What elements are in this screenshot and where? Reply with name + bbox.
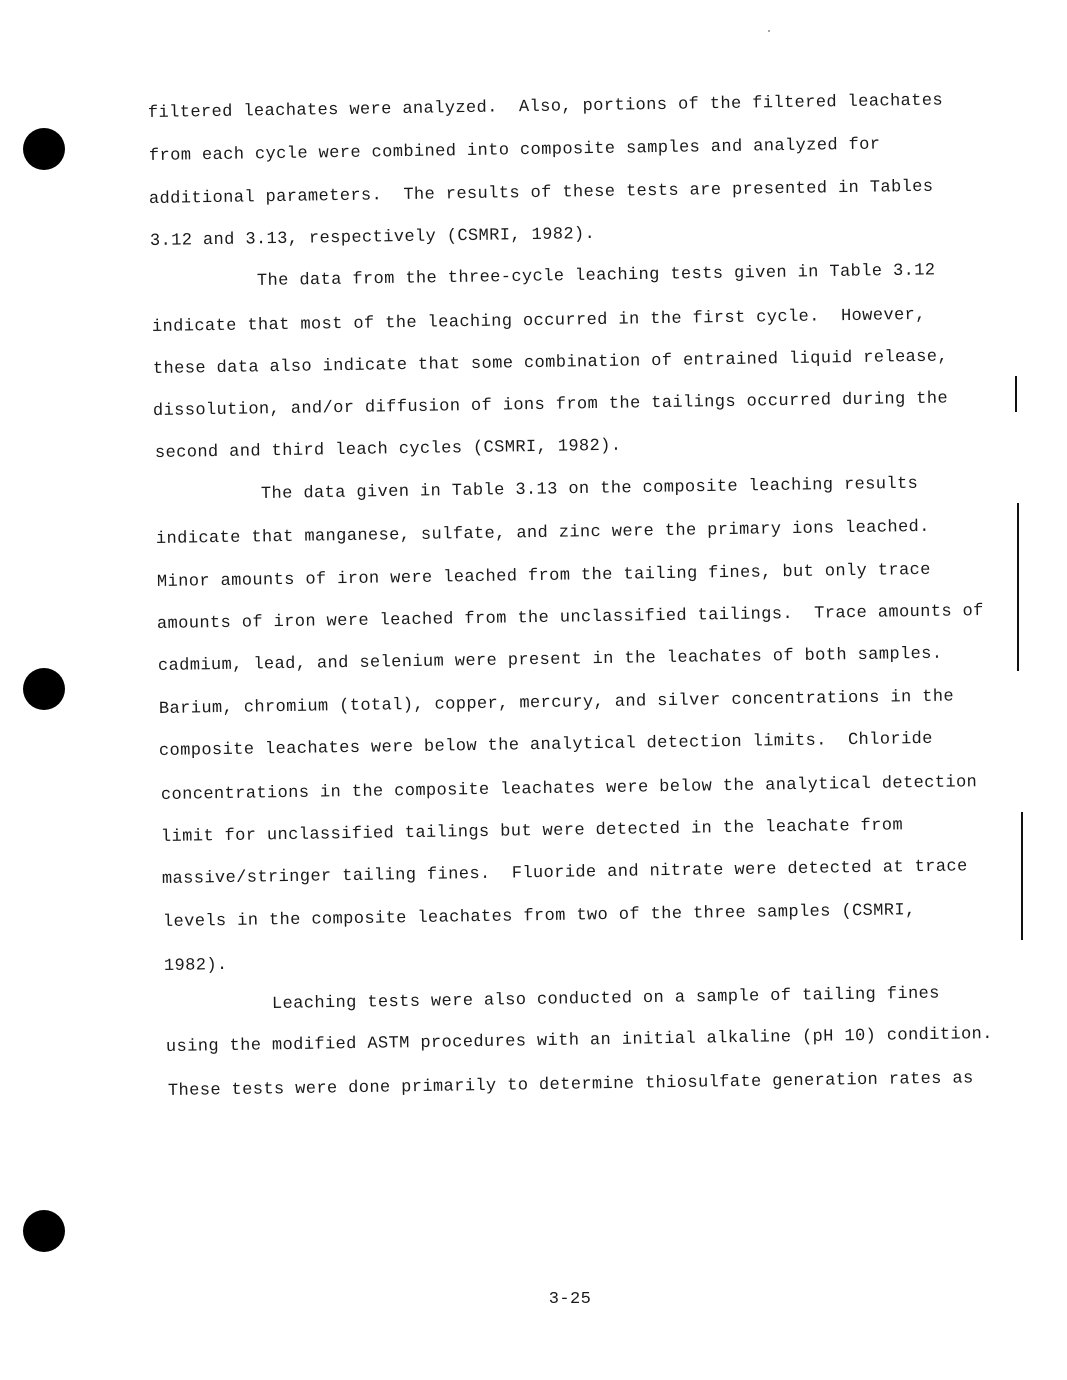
change-bar-3: [1021, 812, 1023, 940]
text-line: Minor amounts of iron were leached from the tailing fines, but only trace: [156, 560, 931, 592]
text-line: massive/stringer tailing fines. Fluoride and nitrate were detected at trace: [161, 857, 968, 889]
text-line: these data also indicate that some combination of entrained liquid release,: [152, 347, 949, 379]
text-line: limit for unclassified tailings but were detected in the leachate from: [160, 816, 904, 847]
text-line: The data given in Table 3.13 on the composite leaching results: [260, 474, 919, 504]
change-bar-2: [1017, 503, 1019, 671]
text-line: using the modified ASTM procedures with an initial alkaline (pH 10) condition.: [165, 1025, 993, 1057]
change-bar-1: [1015, 376, 1017, 412]
text-line: Leaching tests were also conducted on a sample of tailing fines: [271, 984, 940, 1014]
punch-hole-top: [23, 128, 65, 170]
page-number: 3-25: [548, 1290, 592, 1309]
text-line: levels in the composite leachates from two of the three samples (CSMRI,: [162, 901, 916, 932]
text-line: filtered leachates were analyzed. Also, portions of the filtered leachates: [147, 91, 944, 123]
text-line: These tests were done primarily to determine thiosulfate generation rates as: [167, 1069, 974, 1101]
text-line: composite leachates were below the analytical detection limits. Chloride: [158, 729, 933, 761]
text-line: concentrations in the composite leachates were below the analytical detection: [160, 773, 978, 805]
text-line: amounts of iron were leached from the unclassified tailings. Trace amounts of: [156, 602, 984, 634]
scan-speck: [768, 30, 770, 32]
text-line: additional parameters. The results of these tests are presented in Tables: [148, 177, 934, 209]
text-line: cadmium, lead, and selenium were present in the leachates of both samples.: [157, 644, 943, 676]
text-line: The data from the three-cycle leaching tests given in Table 3.12: [256, 261, 936, 291]
punch-hole-bottom: [23, 1210, 65, 1252]
text-line: indicate that manganese, sulfate, and zinc were the primary ions leached.: [155, 517, 930, 549]
text-line: Barium, chromium (total), copper, mercury, and silver concentrations in the: [158, 687, 955, 719]
text-line: from each cycle were combined into composite samples and analyzed for: [148, 135, 881, 166]
punch-hole-middle: [23, 668, 65, 710]
text-line: 1982).: [163, 956, 228, 976]
text-line: 3.12 and 3.13, respectively (CSMRI, 1982).: [149, 225, 596, 251]
text-line: indicate that most of the leaching occurred in the first cycle. However,: [151, 305, 926, 337]
text-line: second and third leach cycles (CSMRI, 1982).: [154, 436, 622, 463]
text-line: dissolution, and/or diffusion of ions from the tailings occurred during the: [152, 389, 949, 421]
